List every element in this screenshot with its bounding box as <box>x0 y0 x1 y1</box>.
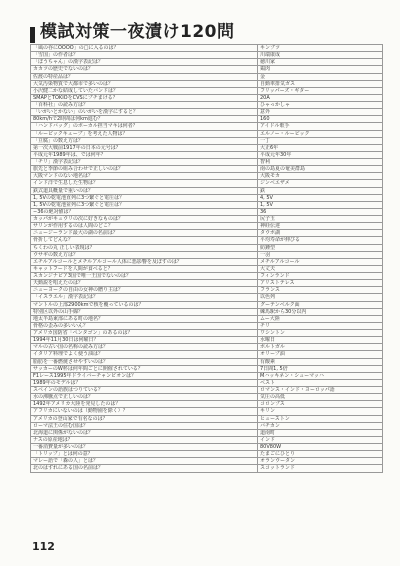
question-cell: 1994年11月30日は何曜日？ <box>31 337 258 344</box>
quiz-row <box>31 394 383 401</box>
quiz-row <box>31 408 383 415</box>
quiz-table-body <box>31 45 383 473</box>
question-cell: F1レース1995年ドライバーチャンピオンは？ <box>31 372 258 379</box>
answer-cell: 紡錘型 <box>258 244 383 251</box>
answer-cell: Mハッキネン・シューマッハ <box>258 372 383 379</box>
answer-cell: グーテンベルク面 <box>258 301 383 308</box>
quiz-row <box>31 322 383 329</box>
quiz-row <box>31 45 383 52</box>
answer-cell: ジンベエザメ <box>258 180 383 187</box>
quiz-row <box>31 287 383 294</box>
question-cell: インド洋で生息した生物は？ <box>31 180 258 187</box>
page-header <box>30 20 370 42</box>
quiz-row <box>31 102 383 109</box>
answer-cell: 神経伝達 <box>258 223 383 230</box>
question-cell: 1492年アメリカ大陸を発見したのは？ <box>31 401 258 408</box>
quiz-table <box>30 44 383 473</box>
quiz-row <box>31 372 383 379</box>
answer-cell: 徳川家 <box>258 59 383 66</box>
quiz-row <box>31 465 383 472</box>
answer-cell: アリストテレス <box>258 280 383 287</box>
question-cell: ローマ法王の住む国は？ <box>31 422 258 429</box>
quiz-row <box>31 159 383 166</box>
answer-cell: 80V80W <box>258 444 383 451</box>
question-cell: 「ぼうちゃん」の漢字表記は？ <box>31 59 258 66</box>
quiz-row <box>31 123 383 130</box>
answer-cell: たまごにひとり <box>258 451 383 458</box>
quiz-row <box>31 194 383 201</box>
answer-cell: 平均寿命が伸びる <box>258 237 383 244</box>
question-cell: 「雪国」の作者は？ <box>31 52 258 59</box>
answer-cell: ひゃっかしゃ <box>258 102 383 109</box>
answer-cell: 意外 <box>258 109 383 116</box>
answer-cell: 7日間1, 5倍 <box>258 365 383 372</box>
question-cell: スカンジナビア3国で唯一王国でないのは？ <box>31 273 258 280</box>
answer-cell: エルノー・ルービック <box>258 130 383 137</box>
quiz-row <box>31 130 383 137</box>
answer-cell: バチカン <box>258 422 383 429</box>
answer-cell: 智利 <box>258 159 383 166</box>
answer-cell: 一羽 <box>258 251 383 258</box>
question-cell: キャットフードを人間が食べると？ <box>31 265 258 272</box>
answer-cell: 有酸素 <box>258 358 383 365</box>
quiz-row <box>31 201 383 208</box>
question-cell: ウサギの数え方は？ <box>31 251 258 258</box>
quiz-row <box>31 330 383 337</box>
quiz-row <box>31 280 383 287</box>
page-title: 模試対策一夜漬け120問 <box>40 22 235 42</box>
quiz-row <box>31 59 383 66</box>
answer-cell: タウポ湖 <box>258 230 383 237</box>
question-cell: 骨格の歪みの多いいん？ <box>31 322 258 329</box>
question-cell: アメリカの登山家で有名なのは？ <box>31 415 258 422</box>
question-cell: イタリア料理でよく使う油は？ <box>31 351 258 358</box>
question-cell: 一番消費量が多いのは？ <box>31 444 258 451</box>
answer-cell: 道南町 <box>258 429 383 436</box>
question-cell: マルの古い国の名称の読み方は？ <box>31 344 258 351</box>
quiz-row <box>31 230 383 237</box>
answer-cell: オランウータン <box>258 458 383 465</box>
question-cell: 「ハンドバッグ」のボーカル担当マキは何者？ <box>31 123 258 130</box>
page-number: 112 <box>32 540 55 553</box>
quiz-row <box>31 52 383 59</box>
answer-cell: 大丈夫 <box>258 265 383 272</box>
answer-cell: フィンランド <box>258 273 383 280</box>
question-cell: 北海道に関係がないのは？ <box>31 429 258 436</box>
answer-cell: スコットランド <box>258 465 383 472</box>
question-cell: 「トリップ」とは何の意？ <box>31 451 258 458</box>
answer-cell: 鶏肉 <box>258 66 383 73</box>
question-cell: カッパがキュウリの次に好きなものは？ <box>31 216 258 223</box>
answer-cell: 水曜日 <box>258 337 383 344</box>
answer-cell: インド <box>258 436 383 443</box>
question-cell: 骨折してどんな？ <box>31 237 258 244</box>
title-marker <box>30 27 35 43</box>
quiz-row <box>31 344 383 351</box>
answer-cell: ベスト <box>258 379 383 386</box>
answer-cell: アイドル歌手 <box>258 123 383 130</box>
quiz-row <box>31 94 383 101</box>
answer-cell: 1, 5V <box>258 201 383 208</box>
answer-cell: 金 <box>258 73 383 80</box>
question-cell: 北のはずれにある国の名前は？ <box>31 465 258 472</box>
quiz-row <box>31 87 383 94</box>
quiz-row <box>31 436 383 443</box>
question-cell: 地太半島東部にある町の地名？ <box>31 315 258 322</box>
quiz-row <box>31 401 383 408</box>
question-cell: 「百科社」の読み方は？ <box>31 102 258 109</box>
quiz-row <box>31 308 383 315</box>
question-cell: 「いがいとかない」のいがいを漢字にすると？ <box>31 109 258 116</box>
answer-cell: 4, 5V <box>258 194 383 201</box>
question-cell: 水の沸騰点で正しいのは？ <box>31 394 258 401</box>
answer-cell: ムー大陸 <box>258 315 383 322</box>
question-cell: マレー語で「森の人」とは？ <box>31 458 258 465</box>
quiz-row <box>31 422 383 429</box>
quiz-row <box>31 244 383 251</box>
answer-cell: フリッパーズ・ギター <box>258 87 383 94</box>
quiz-row <box>31 358 383 365</box>
answer-cell: 一丁 <box>258 137 383 144</box>
answer-cell: 36 <box>258 208 383 215</box>
question-cell: サッカーのW杯は何年間ごとに開催されている？ <box>31 365 258 372</box>
answer-cell: ポルトガル <box>258 344 383 351</box>
answer-cell: 160 <box>258 116 383 123</box>
question-cell: 小沢健二かな結成していたバンドは？ <box>31 87 258 94</box>
question-cell: 旅先と季節の組み合わせで正しいのは？ <box>31 166 258 173</box>
quiz-row <box>31 458 383 465</box>
question-cell: 大気汚染物質で大都市で多いのは？ <box>31 80 258 87</box>
answer-cell: ロマンス・インド・ヨーロッパ語 <box>258 387 383 394</box>
quiz-row <box>31 137 383 144</box>
question-cell: サリンが作用するのは人間のどこ？ <box>31 223 258 230</box>
question-cell: 脂肪を一番燃焼させやすいのは？ <box>31 358 258 365</box>
question-cell: ナスの原産地は？ <box>31 436 258 443</box>
answer-cell: メチルアルコール <box>258 258 383 265</box>
answer-cell: フランス <box>258 287 383 294</box>
question-cell: 80km/hで2時間は何km進む？ <box>31 116 258 123</box>
quiz-row <box>31 451 383 458</box>
quiz-row <box>31 273 383 280</box>
answer-cell: 20A <box>258 94 383 101</box>
quiz-row <box>31 379 383 386</box>
quiz-row <box>31 187 383 194</box>
quiz-row <box>31 166 383 173</box>
question-cell: アメリカ国防省「ペンタゴン」のあるのは？ <box>31 330 258 337</box>
answer-cell: ワシントン <box>258 330 383 337</box>
question-cell: 佐渡の特産品は？ <box>31 73 258 80</box>
question-cell: 大阪マンドのない地名は？ <box>31 173 258 180</box>
question-cell: 「風の谷にOOOO」の□に入るのは？ <box>31 45 258 52</box>
question-cell: マントルの上部2900kmで核を覆っているのは？ <box>31 301 258 308</box>
quiz-row <box>31 429 383 436</box>
question-cell: ニュージーランド最大の湖の名前は？ <box>31 230 258 237</box>
answer-cell: 練馬駅から30分以内 <box>258 308 383 315</box>
answer-cell: 自動車排気ガス <box>258 80 383 87</box>
question-cell: 1, 5Vの乾電池並列に3つ繋ぐと電圧は？ <box>31 201 258 208</box>
answer-cell: 気圧の高低 <box>258 394 383 401</box>
answer-cell: 鉄 <box>258 187 383 194</box>
quiz-row <box>31 66 383 73</box>
quiz-row <box>31 294 383 301</box>
question-cell: エチルアルコールとメチルアルコール人体に悪影響を及ぼすのは？ <box>31 258 258 265</box>
question-cell: 「ルービックキューブ」を考えた人物は？ <box>31 130 258 137</box>
question-cell: 1, 5Vの乾電池直列に3つ繋ぐと電圧は？ <box>31 194 258 201</box>
quiz-row <box>31 144 383 151</box>
answer-cell: 大阪モカ <box>258 173 383 180</box>
quiz-row <box>31 351 383 358</box>
question-cell: 鉄式道具概量で重いのは？ <box>31 187 258 194</box>
question-cell: アフリカにいないのは（動物園を除く）？ <box>31 408 258 415</box>
answer-cell: チリ <box>258 322 383 329</box>
quiz-row <box>31 337 383 344</box>
quiz-row <box>31 315 383 322</box>
answer-cell: コロンブス <box>258 401 383 408</box>
question-cell: −36の絶対値は？ <box>31 208 258 215</box>
answer-cell: キリン <box>258 408 383 415</box>
quiz-row <box>31 151 383 158</box>
question-cell: 第一次大戦前1917年の日本の元号は？ <box>31 144 258 151</box>
quiz-row <box>31 415 383 422</box>
answer-cell: 以色列 <box>258 294 383 301</box>
quiz-row <box>31 80 383 87</box>
quiz-row <box>31 180 383 187</box>
quiz-row <box>31 109 383 116</box>
quiz-row <box>31 365 383 372</box>
answer-cell: 川端康成 <box>258 52 383 59</box>
quiz-row <box>31 301 383 308</box>
question-cell: ニューヨークの自由の女神の贈り主は？ <box>31 287 258 294</box>
question-cell: カカツの歴史でないのは？ <box>31 66 258 73</box>
question-cell: 平成元年1989年は、では何年？ <box>31 151 258 158</box>
quiz-row <box>31 116 383 123</box>
question-cell: スペインの語族はつりている？ <box>31 387 258 394</box>
quiz-row <box>31 208 383 215</box>
question-cell: 特別区以外の山手線？ <box>31 308 258 315</box>
question-cell: 天動説を唱えたのは？ <box>31 280 258 287</box>
question-cell: SMAPとTOKIOをCVSにブチまける？ <box>31 94 258 101</box>
quiz-row <box>31 223 383 230</box>
answer-cell: 尻子玉 <box>258 216 383 223</box>
answer-cell: 平成元年30年 <box>258 151 383 158</box>
quiz-row <box>31 444 383 451</box>
question-cell: 「豆腐」の数え方は？ <box>31 137 258 144</box>
question-cell: 「イスラエル」漢字表記は？ <box>31 294 258 301</box>
answer-cell: キンブツ <box>258 45 383 52</box>
answer-cell: 南の島夏の奄美群島 <box>258 166 383 173</box>
quiz-row <box>31 237 383 244</box>
question-cell: 「チリ」漢字表記は？ <box>31 159 258 166</box>
quiz-row <box>31 387 383 394</box>
quiz-row <box>31 265 383 272</box>
question-cell: ちくわの丸 正しい表現は？ <box>31 244 258 251</box>
answer-cell: オリーブ油 <box>258 351 383 358</box>
answer-cell: ヒューストン <box>258 415 383 422</box>
quiz-row <box>31 173 383 180</box>
quiz-row <box>31 216 383 223</box>
quiz-row <box>31 73 383 80</box>
answer-cell: 大正6年 <box>258 144 383 151</box>
quiz-row <box>31 251 383 258</box>
quiz-row <box>31 258 383 265</box>
question-cell: 1989年のモデルは？ <box>31 379 258 386</box>
